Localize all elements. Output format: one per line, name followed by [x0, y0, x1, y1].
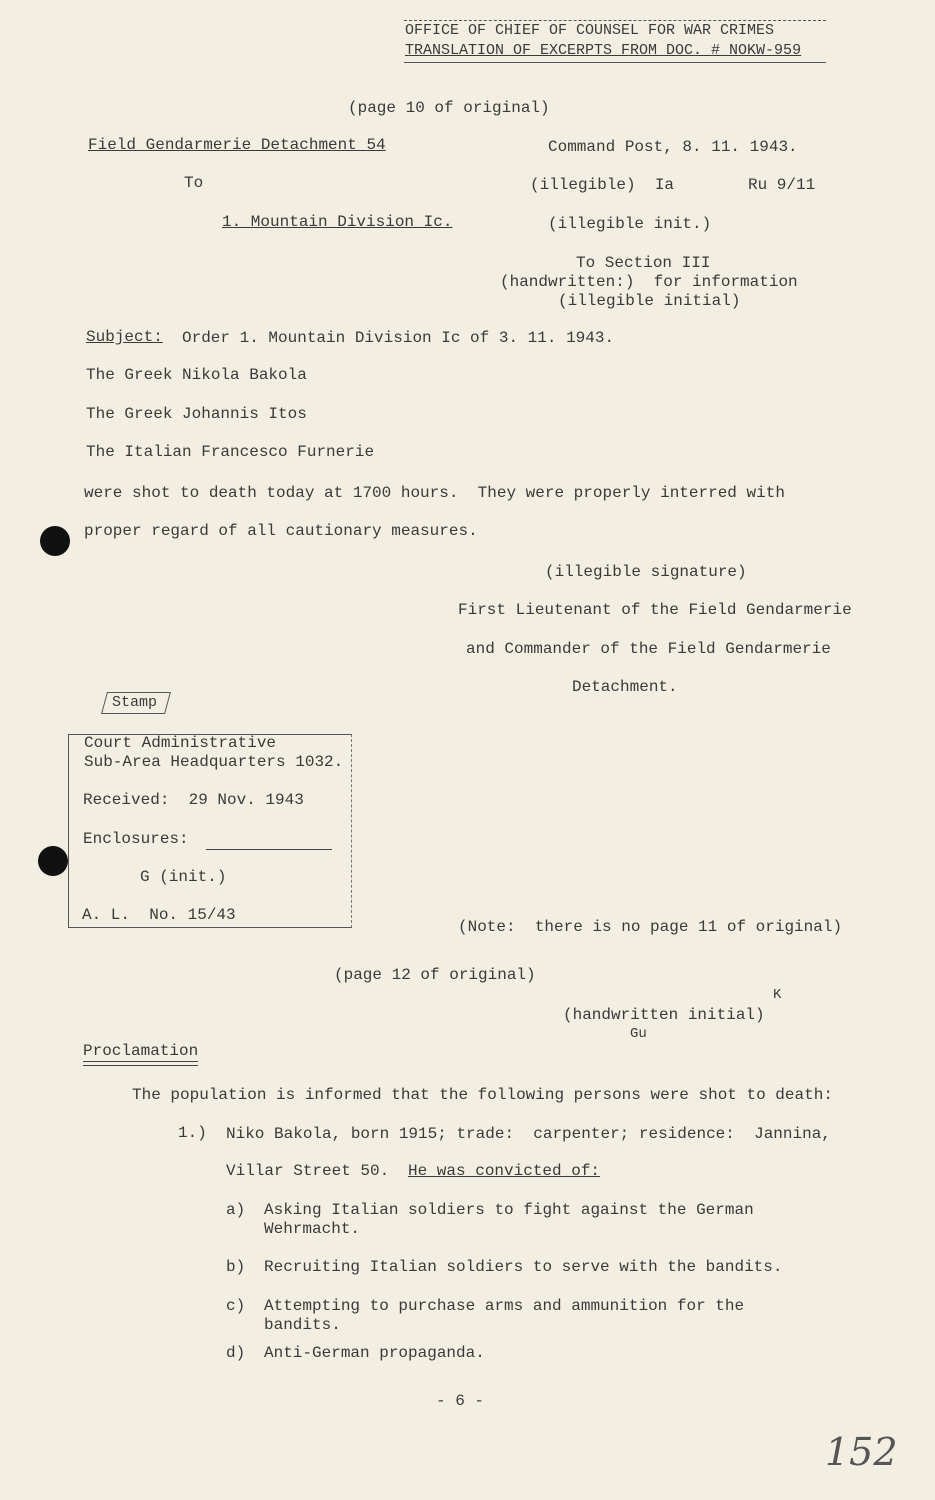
stamp-number: A. L. No. 15/43 — [82, 906, 236, 924]
body-text: were shot to death today at 1700 hours. They were properly interred with — [84, 484, 785, 502]
item-line: Villar Street 50. — [226, 1162, 409, 1180]
charge-letter: b) — [226, 1258, 246, 1276]
victim: The Greek Nikola Bakola — [86, 366, 307, 384]
punch-hole — [40, 526, 70, 556]
charge-letter: c) — [226, 1297, 246, 1315]
body-text: proper regard of all cautionary measures. — [84, 522, 478, 540]
illegible-ia: (illegible) Ia — [530, 176, 675, 194]
stamp-received: Received: 29 Nov. 1943 — [83, 791, 304, 809]
intro: The population is informed that the following persons were shot to death: — [132, 1086, 833, 1104]
charge-letter: d) — [226, 1344, 246, 1362]
subject: Order 1. Mountain Division Ic of 3. 11. 1943. — [182, 329, 615, 347]
item-line: Niko Bakola, born 1915; trade: carpenter; residence: Jannina, — [226, 1125, 831, 1143]
recipient: 1. Mountain Division Ic. — [222, 213, 453, 231]
section-note: (illegible initial) — [558, 292, 741, 310]
signature-line: Detachment. — [572, 678, 678, 696]
charge-text: Recruiting Italian soldiers to serve with the bandits. — [264, 1258, 783, 1276]
signature-line: First Lieutenant of the Field Gendarmerie — [458, 601, 852, 619]
victim: The Greek Johannis Itos — [86, 405, 307, 423]
convicted-of: He was convicted of: — [408, 1162, 601, 1180]
ru-ref: Ru 9/11 — [748, 176, 816, 194]
proclamation-title: Proclamation — [83, 1042, 199, 1060]
section-note: (handwritten:) for information — [500, 273, 798, 291]
charge-letter: a) — [226, 1201, 246, 1219]
subject-label: Subject: — [86, 328, 163, 346]
header-line1: OFFICE OF CHIEF OF COUNSEL FOR WAR CRIMES — [405, 22, 775, 39]
header-line2: TRANSLATION OF EXCERPTS FROM DOC. # NOKW-959 — [405, 42, 802, 59]
handwritten-initial: (handwritten initial) — [563, 1006, 765, 1024]
command-post: Command Post, 8. 11. 1943. — [548, 138, 798, 156]
handwritten-k: K — [773, 987, 782, 1003]
stamp-label: Stamp — [112, 694, 158, 711]
handwritten-page-number: 152 — [825, 1430, 898, 1474]
enclosures-blank — [206, 849, 332, 850]
charge-text: Attempting to purchase arms and ammunition for the bandits. — [264, 1297, 745, 1334]
stamp-line: Sub-Area Headquarters 1032. — [84, 753, 344, 771]
note-page-11: (Note: there is no page 11 of original) — [458, 918, 843, 936]
signature-line: (illegible signature) — [545, 563, 747, 581]
sender: Field Gendarmerie Detachment 54 — [88, 136, 386, 154]
punch-hole — [38, 846, 68, 876]
page-ref-12: (page 12 of original) — [334, 966, 536, 984]
stamp-enclosures: Enclosures: — [83, 830, 189, 848]
stamp-init: G (init.) — [140, 868, 227, 886]
header-rule — [404, 20, 826, 21]
item-number: 1.) — [178, 1124, 207, 1142]
charge-text: Anti-German propaganda. — [264, 1344, 485, 1362]
victim: The Italian Francesco Furnerie — [86, 443, 375, 461]
title-underline — [83, 1065, 198, 1066]
section-note: To Section III — [576, 254, 711, 272]
to-label: To — [184, 174, 204, 192]
stamp-line: Court Administrative — [84, 734, 277, 752]
illegible-init: (illegible init.) — [548, 215, 712, 233]
header-rule-bottom — [404, 62, 826, 63]
page-number: - 6 - — [436, 1392, 485, 1410]
page-ref-10: (page 10 of original) — [348, 99, 550, 117]
title-underline — [83, 1061, 198, 1062]
charge-text: Asking Italian soldiers to fight against the German Wehrmacht. — [264, 1201, 754, 1238]
signature-line: and Commander of the Field Gendarmerie — [466, 640, 831, 658]
handwritten-gu: Gu — [630, 1026, 647, 1042]
